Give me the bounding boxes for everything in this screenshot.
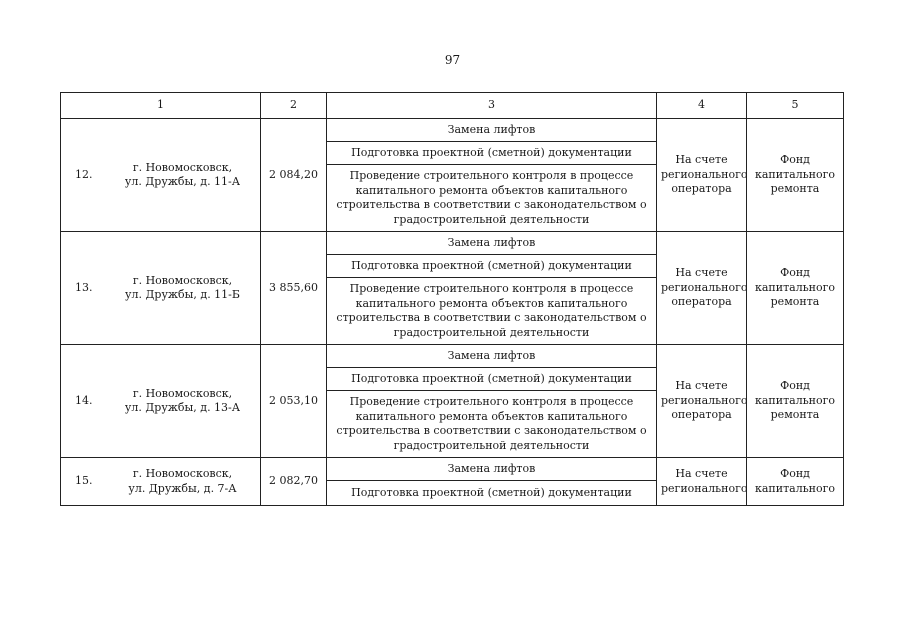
account-line: оператора bbox=[671, 295, 732, 309]
work-item: Замена лифтов bbox=[327, 119, 657, 142]
account-cell bbox=[657, 232, 747, 345]
account-line: На счете bbox=[675, 467, 728, 480]
row-number: 12. bbox=[75, 167, 93, 181]
work-item: Проведение строительного контроля в процессе капитального ремонта объектов капитального строительства в соответствии с законодательством о градостроительной деятельности bbox=[327, 278, 657, 345]
row-number: 15. bbox=[75, 474, 93, 488]
work-item: Подготовка проектной (сметной) документации bbox=[327, 255, 657, 278]
row-number: 14. bbox=[75, 393, 93, 407]
repair-register-table bbox=[60, 92, 844, 506]
table-header-row bbox=[61, 93, 844, 119]
source-line: Фонд bbox=[780, 467, 810, 480]
account-cell bbox=[657, 119, 747, 232]
cost-cell: 2 053,10 bbox=[261, 345, 327, 458]
work-item: Подготовка проектной (сметной) документации bbox=[327, 368, 657, 391]
object-cell bbox=[61, 458, 261, 506]
account-line: На счете bbox=[675, 379, 728, 393]
column-header-1: 1 bbox=[61, 93, 261, 119]
address-street: ул. Дружбы, д. 13-А bbox=[124, 401, 241, 414]
account-line: регионального bbox=[661, 393, 748, 407]
account-line: регионального bbox=[661, 481, 748, 495]
source-line: капитального bbox=[754, 167, 836, 181]
account-line: На счете bbox=[675, 153, 728, 167]
address-city: г. Новомосковск, bbox=[132, 273, 233, 287]
work-item: Замена лифтов bbox=[327, 232, 657, 255]
table-row bbox=[61, 119, 844, 142]
account-cell bbox=[657, 345, 747, 458]
account-line: На счете bbox=[675, 266, 728, 280]
row-number: 13. bbox=[75, 280, 93, 294]
source-line: Фонд bbox=[780, 379, 810, 393]
address-city: г. Новомосковск, bbox=[132, 467, 233, 480]
source-cell bbox=[747, 232, 844, 345]
address-city: г. Новомосковск, bbox=[132, 386, 233, 400]
work-item: Замена лифтов bbox=[327, 345, 657, 368]
work-item: Проведение строительного контроля в процессе капитального ремонта объектов капитального строительства в соответствии с законодательством о градостроительной деятельности bbox=[327, 391, 657, 458]
column-header-2: 2 bbox=[261, 93, 327, 119]
table-row bbox=[61, 458, 844, 481]
column-header-5: 5 bbox=[747, 93, 844, 119]
cost-cell: 2 084,20 bbox=[261, 119, 327, 232]
account-line: оператора bbox=[671, 182, 732, 196]
address-street: ул. Дружбы, д. 11-А bbox=[124, 175, 241, 188]
work-item: Подготовка проектной (сметной) документации bbox=[327, 142, 657, 165]
source-cell bbox=[747, 119, 844, 232]
cost-cell: 2 082,70 bbox=[261, 458, 327, 506]
account-line: регионального bbox=[661, 167, 748, 181]
source-line: капитального bbox=[754, 481, 836, 495]
table-row bbox=[61, 232, 844, 255]
source-line: ремонта bbox=[770, 182, 820, 196]
account-cell bbox=[657, 458, 747, 506]
work-item: Подготовка проектной (сметной) документации bbox=[327, 481, 657, 506]
page-number: 97 bbox=[444, 53, 461, 67]
account-line: оператора bbox=[671, 408, 732, 422]
source-cell bbox=[747, 458, 844, 506]
cost-cell: 3 855,60 bbox=[261, 232, 327, 345]
object-cell bbox=[61, 345, 261, 458]
address-street: ул. Дружбы, д. 11-Б bbox=[125, 288, 240, 301]
source-line: Фонд bbox=[780, 153, 810, 167]
table-row bbox=[61, 345, 844, 368]
source-line: капитального bbox=[754, 280, 836, 294]
account-line: регионального bbox=[661, 280, 748, 294]
address-street: ул. Дружбы, д. 7-А bbox=[128, 481, 237, 495]
object-cell bbox=[61, 232, 261, 345]
column-header-3: 3 bbox=[327, 93, 657, 119]
source-line: ремонта bbox=[770, 408, 820, 422]
source-line: ремонта bbox=[770, 295, 820, 309]
source-line: Фонд bbox=[780, 266, 810, 280]
work-item: Проведение строительного контроля в процессе капитального ремонта объектов капитального строительства в соответствии с законодательством о градостроительной деятельности bbox=[327, 165, 657, 232]
object-cell bbox=[61, 119, 261, 232]
source-line: капитального bbox=[754, 393, 836, 407]
work-item: Замена лифтов bbox=[327, 458, 657, 481]
column-header-4: 4 bbox=[657, 93, 747, 119]
source-cell bbox=[747, 345, 844, 458]
address-city: г. Новомосковск, bbox=[132, 160, 233, 174]
